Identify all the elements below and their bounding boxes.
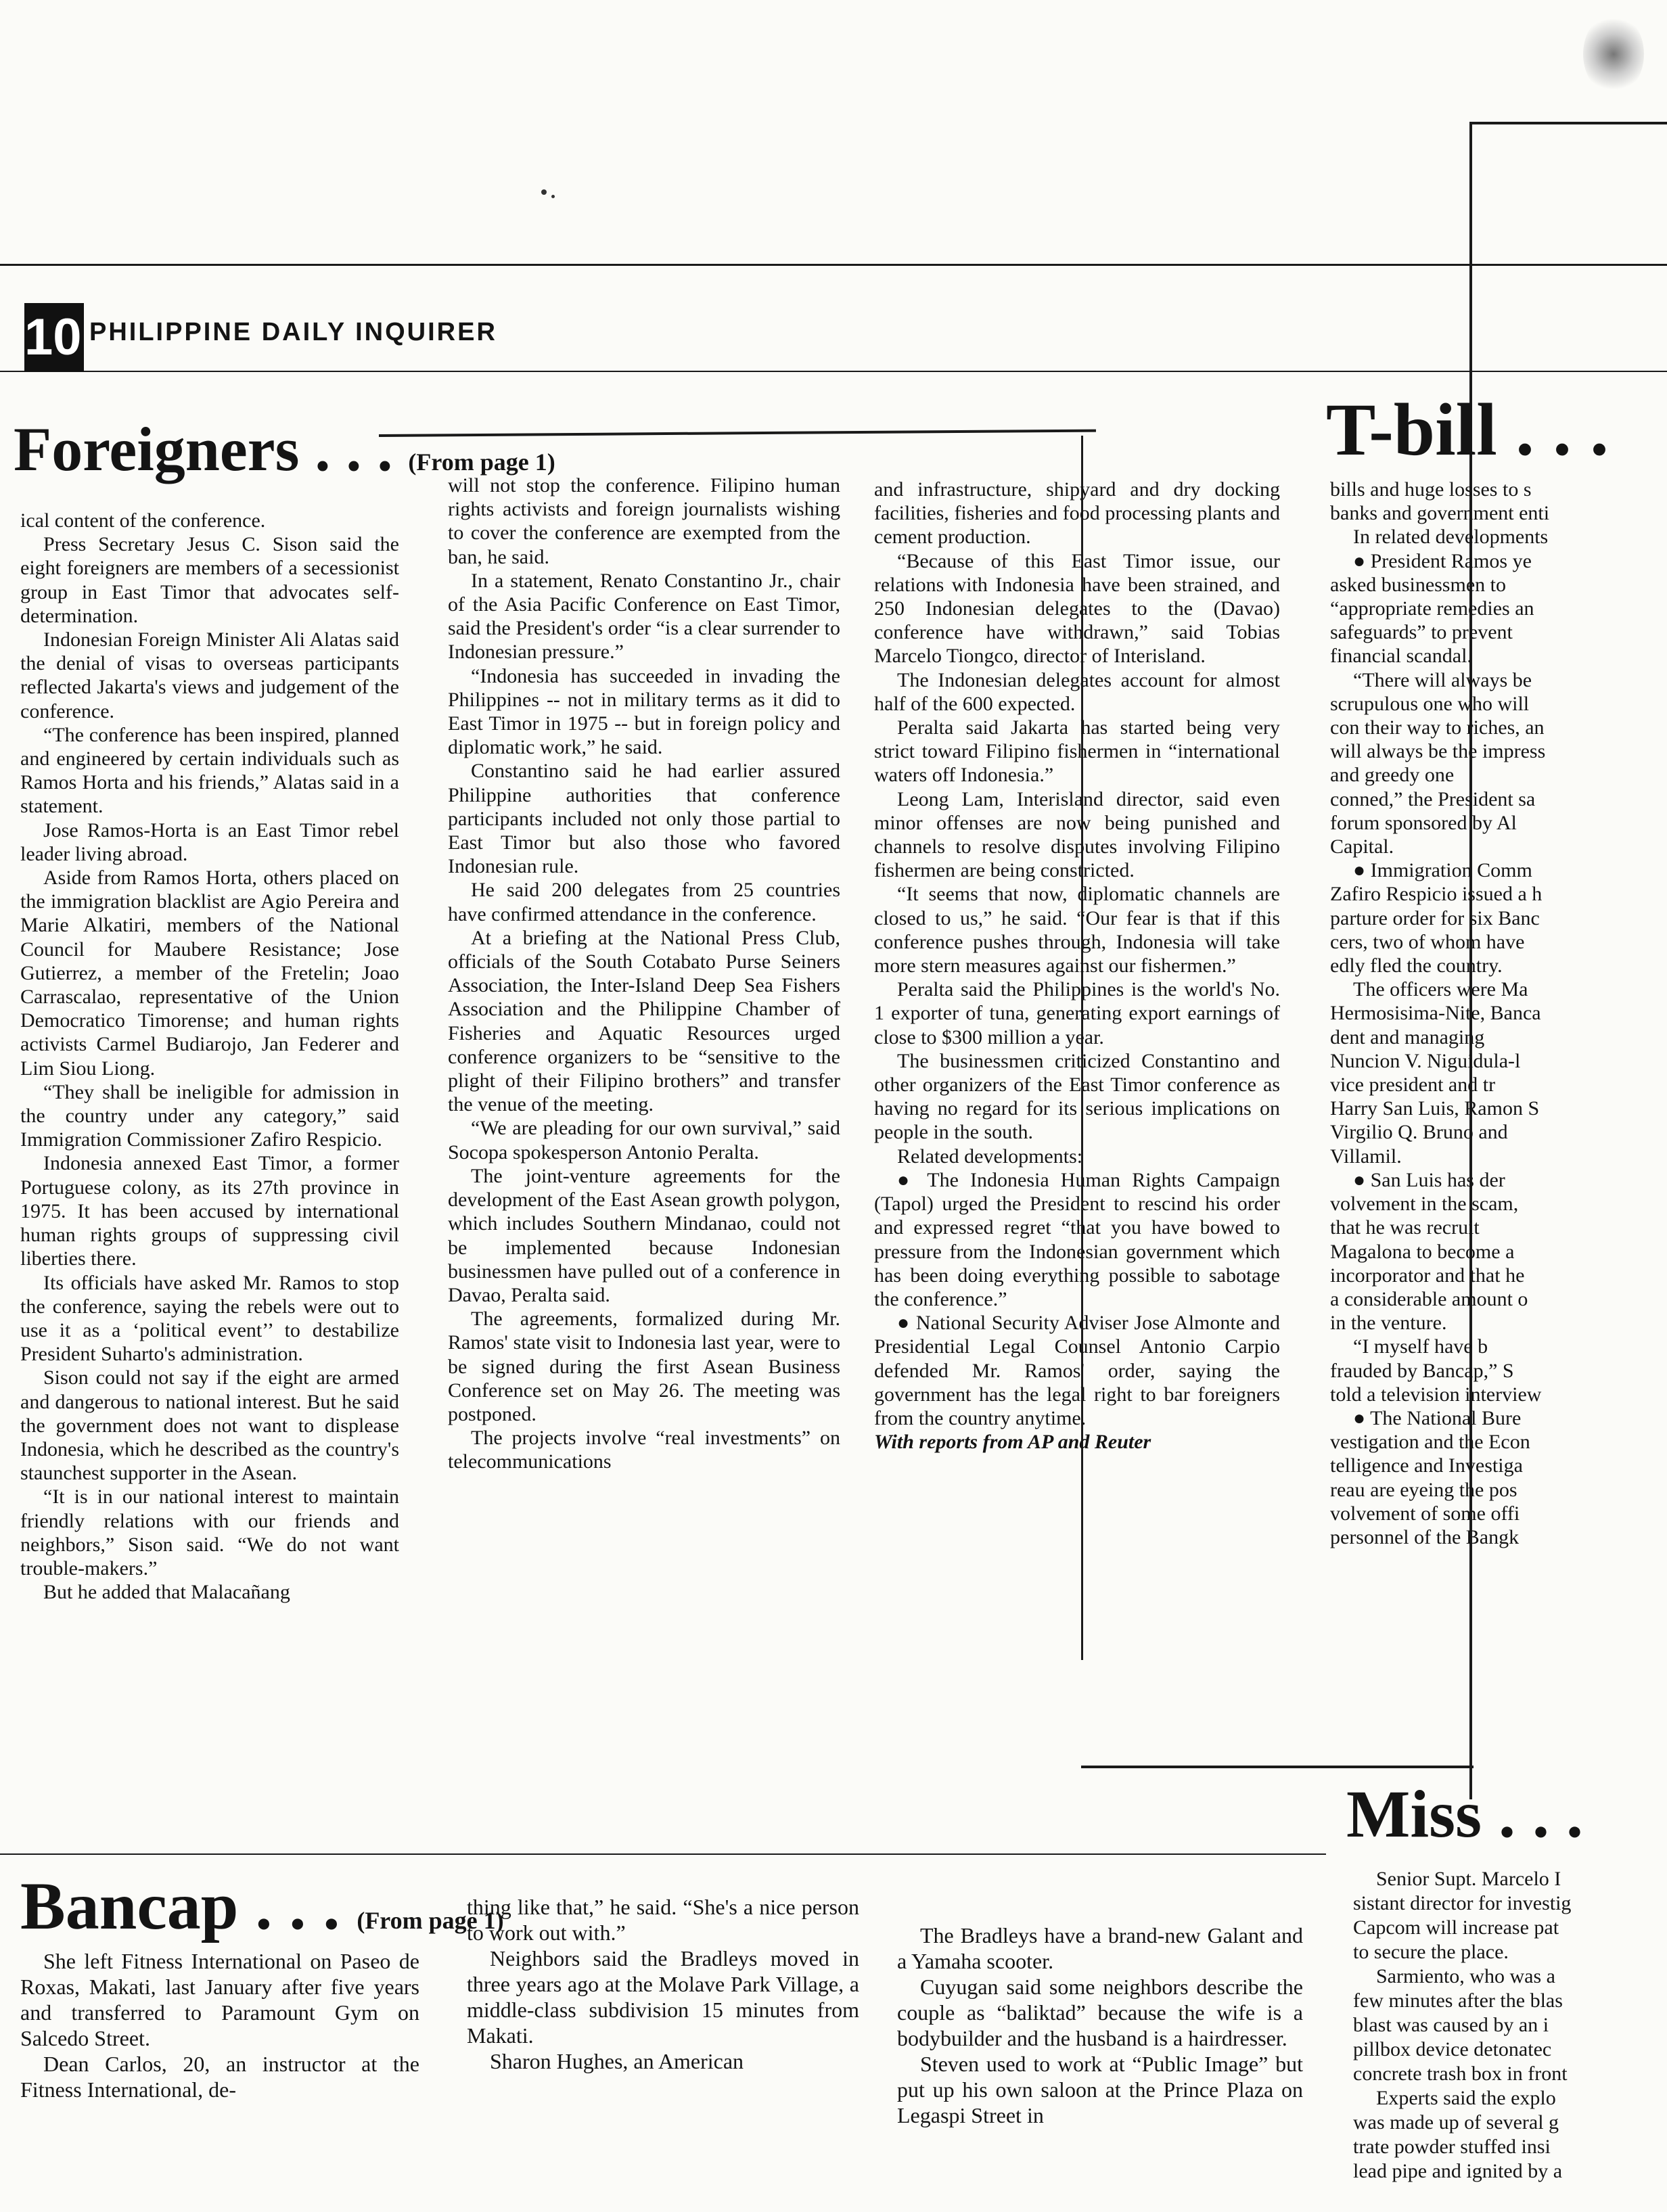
line: parture order for six Banc [1330,906,1540,929]
line: forum sponsored by Al [1330,811,1517,834]
paragraph: Indonesian Foreign Minister Ali Alatas said the denial of visas to overseas participants reflected Jakarta's views and judgement of the conference. [20,628,399,722]
line: incorporator and that he [1330,1264,1525,1287]
line: Virgilio Q. Bruno and [1330,1121,1508,1144]
paragraph: The businessmen criticized Constantino and other organizers of the East Timor conference as having no regard for its serious implications on people in the south. [874,1049,1280,1144]
line: told a television interview [1330,1383,1542,1406]
line: telligence and Investiga [1330,1454,1523,1477]
top-rule [0,264,1667,266]
paragraph: Constantino said he had earlier assured Philippine authorities that conference participants included not only those partial to East Timor but also those who favored Indonesian rule. [448,760,840,878]
line: Experts said the explo [1376,2087,1556,2109]
paragraph: Press Secretary Jesus C. Sison said the eight foreigners are members of a secessionist group in East Timor that advocates self-determination. [20,533,399,627]
line: vice president and tr [1330,1074,1496,1097]
line: Sarmiento, who was a [1376,1965,1555,1987]
bancap-column-3 [897,1922,1303,2128]
bancap-column-2 [467,1894,859,2074]
line: banks and government enti [1330,502,1550,525]
foreigners-headline [14,415,555,484]
line: ● San Luis has der [1330,1168,1641,1192]
tbill-headline: T-bill . . . [1326,388,1609,471]
foreigners-column-2 [448,474,840,1474]
paragraph: At a briefing at the National Press Club, officials of the South Cotabato Purse Seiners Association, the Inter-Island Deep Sea Fishers Association and the Philippine Chamber of Fisheries and Aquatic Resources urged conference organizers to be “sensitive to the plight of their Filipino brothers” and transfer the venue of the meeting. [448,926,840,1116]
line: frauded by Bancap,” S [1330,1359,1514,1382]
line: safeguards” to prevent [1330,621,1513,644]
paragraph: “They shall be ineligible for admission in the country under any category,” said Immigration Commissioner Zafiro Respicio. [20,1080,399,1151]
line: ● Immigration Comm [1330,858,1641,882]
paragraph: Indonesia annexed East Timor, a former Portuguese colony, as its 27th province in 1975. It has been accused by international human rights groups of suppressing civil liberties there. [20,1152,399,1270]
paragraph: But he added that Malacañang [43,1581,290,1604]
bancap-headline-text: Bancap . . . [20,1868,340,1943]
line: blast was caused by an i [1353,2014,1549,2036]
line: Villamil. [1330,1145,1402,1168]
bancap-jump-line: (From page 1) [357,1907,504,1934]
line: concrete trash box in front [1353,2063,1568,2085]
foreigners-headline-text: Foreigners . . . [14,415,393,484]
line: reau are eyeing the pos [1330,1478,1517,1501]
line: cers, two of whom have [1330,930,1525,953]
paragraph: “Indonesia has succeeded in invading the Philippines -- not in military terms as it did to East Timor in 1975 -- but in foreign policy and diplomatic work,” he said. [448,664,840,759]
line: trate powder stuffed insi [1353,2136,1551,2158]
line: personnel of the Bangk [1330,1525,1520,1548]
line: few minutes after the blas [1353,1989,1563,2012]
line: Magalona to become a [1330,1240,1515,1263]
paragraph: “It is in our national interest to maintain friendly relations with our friends and neighbors,” Sison said. “We do not want trouble-makers.” [20,1485,399,1580]
wire-credit: With reports from AP and Reuter [874,1431,1151,1454]
scan-speck [551,195,555,198]
tbill-clip-rule-top [1469,122,1667,124]
paragraph: ical content of the conference. [20,509,266,532]
paragraph: The Indonesian delegates account for almost half of the 600 expected. [874,668,1280,715]
paragraph: and infrastructure, shipyard and dry docking facilities, fisheries and food processing plants and cement production. [874,478,1280,549]
paragraph: He said 200 delegates from 25 countries have confirmed attendance in the conference. [448,879,840,925]
paragraph: Dean Carlos, 20, an instructor at the Fitness International, de- [20,2052,419,2102]
line: volvement in the scam, [1330,1193,1519,1216]
line: Capital. [1330,835,1394,858]
paragraph: Jose Ramos-Horta is an East Timor rebel leader living abroad. [20,819,399,865]
scan-speck [1583,14,1644,95]
paragraph: She left Fitness International on Paseo de Roxas, Makati, last January after five years and transferred to Paramount Gym on Salcedo Street. [20,1949,419,2050]
line: ● President Ramos ye [1330,549,1641,573]
line: will always be the impress [1330,740,1546,763]
paragraph: Cuyugan said some neighbors describe the couple as “baliktad” because the wife is a bodybuilder and the husband is a hairdresser. [897,1975,1303,2050]
line: Nuncion V. Niguidula-l [1330,1049,1521,1072]
publication-name: PHILIPPINE DAILY INQUIRER [89,318,497,346]
paragraph: Peralta said the Philippines is the world's No. 1 exporter of tuna, generating export earnings of close to $300 million a year. [874,978,1280,1049]
line: that he was recruit [1330,1216,1480,1239]
paragraph: Steven used to work at “Public Image” but put up his own saloon at the Prince Plaza on Legaspi Street in [897,2052,1303,2127]
line: Senior Supt. Marcelo I [1376,1868,1561,1890]
paragraph: Its officials have asked Mr. Ramos to stop the conference, saying the rebels were out to use it as a ‘political event’’ to destabilize President Suharto's administration. [20,1271,399,1366]
line: dent and managing [1330,1026,1485,1049]
line: The officers were Ma [1353,978,1528,1001]
foreigners-column-1 [20,509,399,1604]
scan-speck [541,189,547,195]
line: In related developments [1353,526,1549,549]
line: Capcom will increase pat [1353,1916,1559,1939]
paragraph: Peralta said Jakarta has started being very strict toward Filipino fishermen in “international waters off Indonesia.” [874,716,1280,787]
line: Zafiro Respicio issued a h [1330,883,1543,906]
paragraph: will not stop the conference. Filipino human rights activists and foreign journalists wishing to cover the conference are exempted from the ban, he said. [448,474,840,568]
line: ● The National Bure [1330,1406,1641,1430]
paragraph: Related developments: [897,1145,1083,1168]
line: in the venture. [1330,1312,1447,1335]
overlay-clip-rule-bottom [1081,1766,1474,1768]
paragraph: Aside from Ramos Horta, others placed on the immigration blacklist are Agio Pereira and Marie Alkatiri, members of the National Council for Maubere Resistance; Jose Gutierrez, a member of the Fretelin; Joao Carrascalao, representative of the Union Democratico Timorense; and human rights activists Carmel Budiarojo, Jan Federer and Lim Siou Liong. [20,867,399,1080]
paragraph: Neighbors said the Bradleys moved in three years ago at the Molave Park Village, a middle-class subdivision 15 minutes from Makati. [467,1946,859,2048]
line: “appropriate remedies an [1330,597,1534,620]
line: asked businessmen to [1330,573,1506,596]
line: and greedy one [1330,764,1455,787]
paragraph: “The conference has been inspired, planned and engineered by certain individuals such as Ramos Horta and his friends,” Alatas said in a statement. [20,723,399,818]
line: was made up of several g [1353,2111,1559,2134]
paragraph: “Because of this East Timor issue, our relations with Indonesia have been strained, and 250 Indonesian delegates to the (Davao) conference have withdrawn,” said Tobias Marcelo Tiongco, director of Interisland. [874,549,1280,668]
line: edly fled the country. [1330,954,1503,977]
bancap-rule [0,1853,1326,1855]
paragraph: Sison could not say if the eight are armed and dangerous to national interest. But he said the government does not want to displease Indonesia, which he described as the country's staunchest supporter in the Asean. [20,1366,399,1485]
line: con their way to riches, an [1330,716,1545,739]
miss-column [1353,1867,1651,2184]
bancap-headline [20,1868,504,1943]
line: financial scandal. [1330,645,1472,668]
bancap-column-1 [20,1948,419,2102]
foreigners-column-3 [874,478,1280,1454]
paragraph: ● The Indonesia Human Rights Campaign (Tapol) urged the President to rescind his order and expressed regret “that you have bowed to pressure from the Indonesian government which has been doing everything possible to sabotage the conference.” [874,1168,1280,1311]
page-number: 10 [24,303,84,372]
line: to secure the place. [1353,1941,1509,1963]
line: sistant director for investig [1353,1892,1572,1914]
line: vestigation and the Econ [1330,1431,1530,1454]
line: scrupulous one who will [1330,692,1530,715]
miss-headline: Miss . . . [1346,1776,1583,1851]
paragraph: Sharon Hughes, an American [490,2049,744,2073]
line: a considerable amount o [1330,1287,1528,1310]
line: pillbox device detonatec [1353,2038,1552,2060]
line: volvement of some offi [1330,1502,1520,1525]
paragraph: “It seems that now, diplomatic channels are closed to us,” he said. “Our fear is that if this conference pushes through, Indonesia will take more stern measures against our fishermen.” [874,883,1280,977]
line: “There will always be [1353,668,1532,691]
foreigners-jump-line: (From page 1) [408,448,555,476]
paragraph: In a statement, Renato Constantino Jr., chair of the Asia Pacific Conference on East Timor, said the President's order “is a clear surrender to Indonesian pressure.” [448,569,840,664]
masthead-rule [0,371,1667,372]
line: bills and huge losses to s [1330,478,1532,501]
paragraph: The agreements, formalized during Mr. Ramos' state visit to Indonesia last year, were to be signed during the first Asean Business Conference set on May 26. The meeting was postponed. [448,1308,840,1425]
tbill-column [1330,478,1641,1549]
paragraph: “We are pleading for our own survival,” said Socopa spokesperson Antonio Peralta. [448,1117,840,1163]
line: Harry San Luis, Ramon S [1330,1097,1540,1120]
paragraph: thing like that,” he said. “She's a nice person to work out with.” [467,1895,859,1945]
paragraph: The projects involve “real investments” on telecommunications [448,1427,840,1473]
paragraph: ● National Security Adviser Jose Almonte and Presidential Legal Counsel Antonio Carpio defended Mr. Ramos' order, saying the government has the legal right to bar foreigners from the country anytime. [874,1311,1280,1430]
line: lead pipe and ignited by a [1353,2160,1563,2182]
line: conned,” the President sa [1330,787,1536,810]
paragraph: The Bradleys have a brand-new Galant and a Yamaha scooter. [897,1923,1303,1973]
paragraph: Leong Lam, Interisland director, said even minor offenses are now being punished and channels to resolve disputes involving Filipino fishermen are being constricted. [874,787,1280,882]
paragraph: The joint-venture agreements for the development of the East Asean growth polygon, which includes Southern Mindanao, could not be implemented because Indonesian businessmen have pulled out of a conference in Davao, Peralta said. [448,1164,840,1306]
line: “I myself have b [1353,1335,1488,1358]
line: Hermosisima-Nite, Banca [1330,1002,1541,1025]
